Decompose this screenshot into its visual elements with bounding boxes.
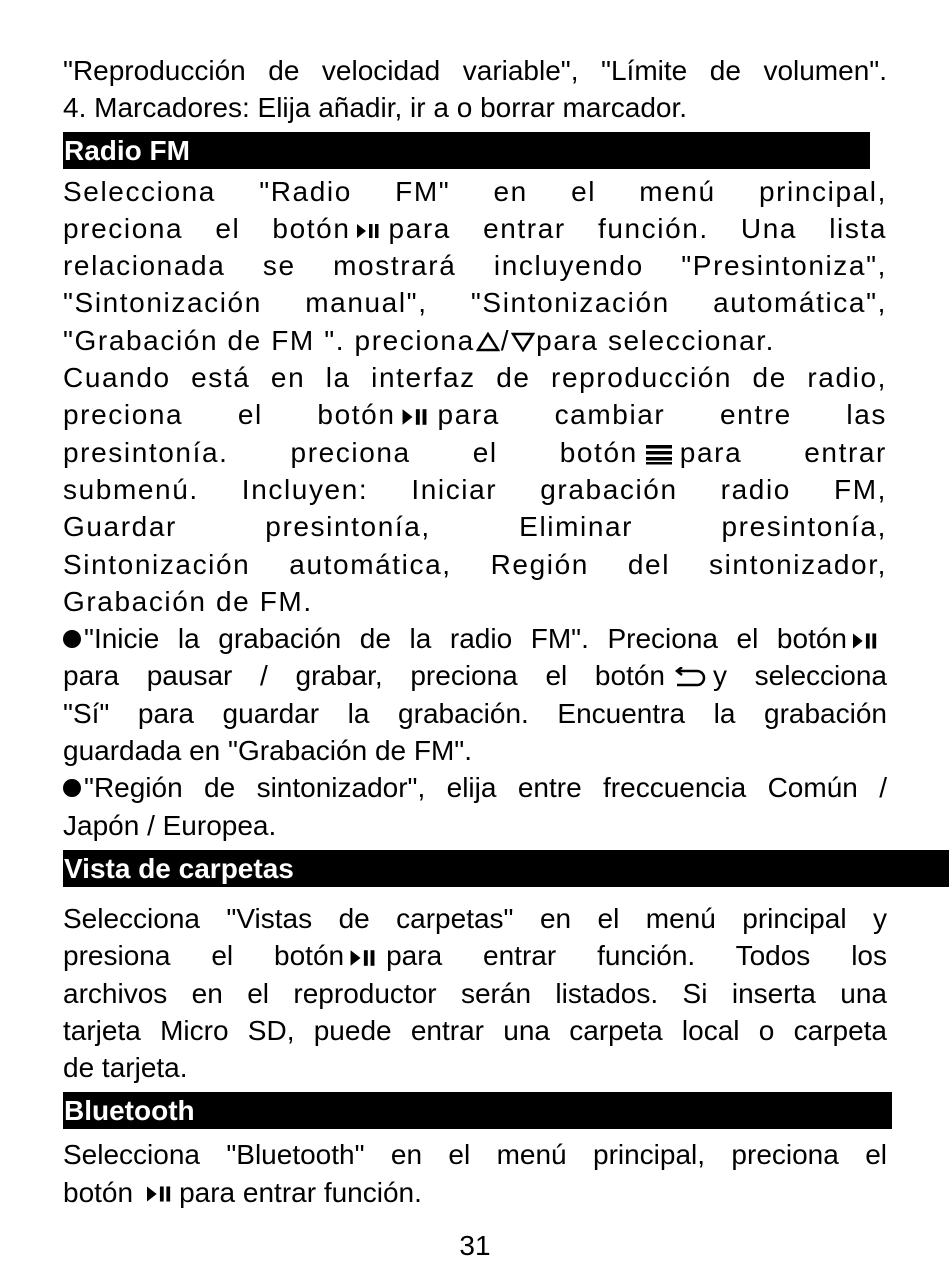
bluetooth-paragraph: Selecciona "Bluetooth" en el menú principal, preciona el botón para entrar función. bbox=[63, 1139, 887, 1208]
play-pause-icon bbox=[350, 948, 380, 968]
radio-paragraph-1: Selecciona "Radio FM" en el menú principal, preciona el botón para entrar función. Una lista relacionada se mostrará incluyendo "Presintoniza", "Sintonización manual", "Sintonización automática", "Grabación de FM ". preciona / para seleccionar. bbox=[63, 175, 888, 356]
play-pause-icon bbox=[357, 222, 383, 240]
radio-paragraph-2: Cuando está en la interfaz de reproducción de radio, preciona el botón para cambiar entre las presintonía. preciona el botón para entrar submenú. Incluyen: Iniciar grabación radio FM, Guardar presintonía, Eliminar presintonía, Sintonización automática, Región del sintonizador, Grabación de FM. bbox=[63, 362, 888, 617]
intro-text bbox=[63, 52, 887, 127]
intro-line-1: "Reproducción de velocidad variable", "Límite de volumen". bbox=[63, 55, 887, 86]
play-pause-icon bbox=[853, 631, 881, 651]
bullet-dot-icon bbox=[63, 779, 81, 797]
back-icon bbox=[671, 667, 707, 689]
play-pause-icon bbox=[402, 407, 432, 427]
radio-bullet-region: "Región de sintonizador", elija entre freccuencia Común / Japón / Europea. bbox=[63, 772, 887, 841]
page-content bbox=[63, 52, 887, 1211]
section-header-folders: Vista de carpetas bbox=[63, 850, 949, 887]
page-number: 31 bbox=[459, 1230, 491, 1261]
section-header-radio: Radio FM bbox=[63, 132, 870, 169]
intro-line-2: 4. Marcadores: Elija añadir, ir a o borrar marcador. bbox=[63, 92, 688, 124]
play-pause-icon bbox=[147, 1184, 175, 1204]
menu-icon bbox=[644, 443, 674, 465]
folders-paragraph: Selecciona "Vistas de carpetas" en el menú principal y presiona el botón para entrar función. Todos los archivos en el reproductor serán listados. Si inserta una tarjeta Micro SD, puede entrar una carpeta local o carpeta de tarjeta. bbox=[63, 902, 887, 1084]
up-triangle-icon bbox=[476, 332, 500, 352]
radio-bullet-recording: "Inicie la grabación de la radio FM". Preciona el botón para pausar / grabar, preciona el botón y selecciona "Sí" para guardar la grabación. Encuentra la grabación guardada en "Grabación de FM". bbox=[63, 623, 887, 767]
down-triangle-icon bbox=[511, 332, 535, 352]
bullet-dot-icon bbox=[63, 630, 81, 648]
section-header-bluetooth: Bluetooth bbox=[63, 1092, 892, 1129]
